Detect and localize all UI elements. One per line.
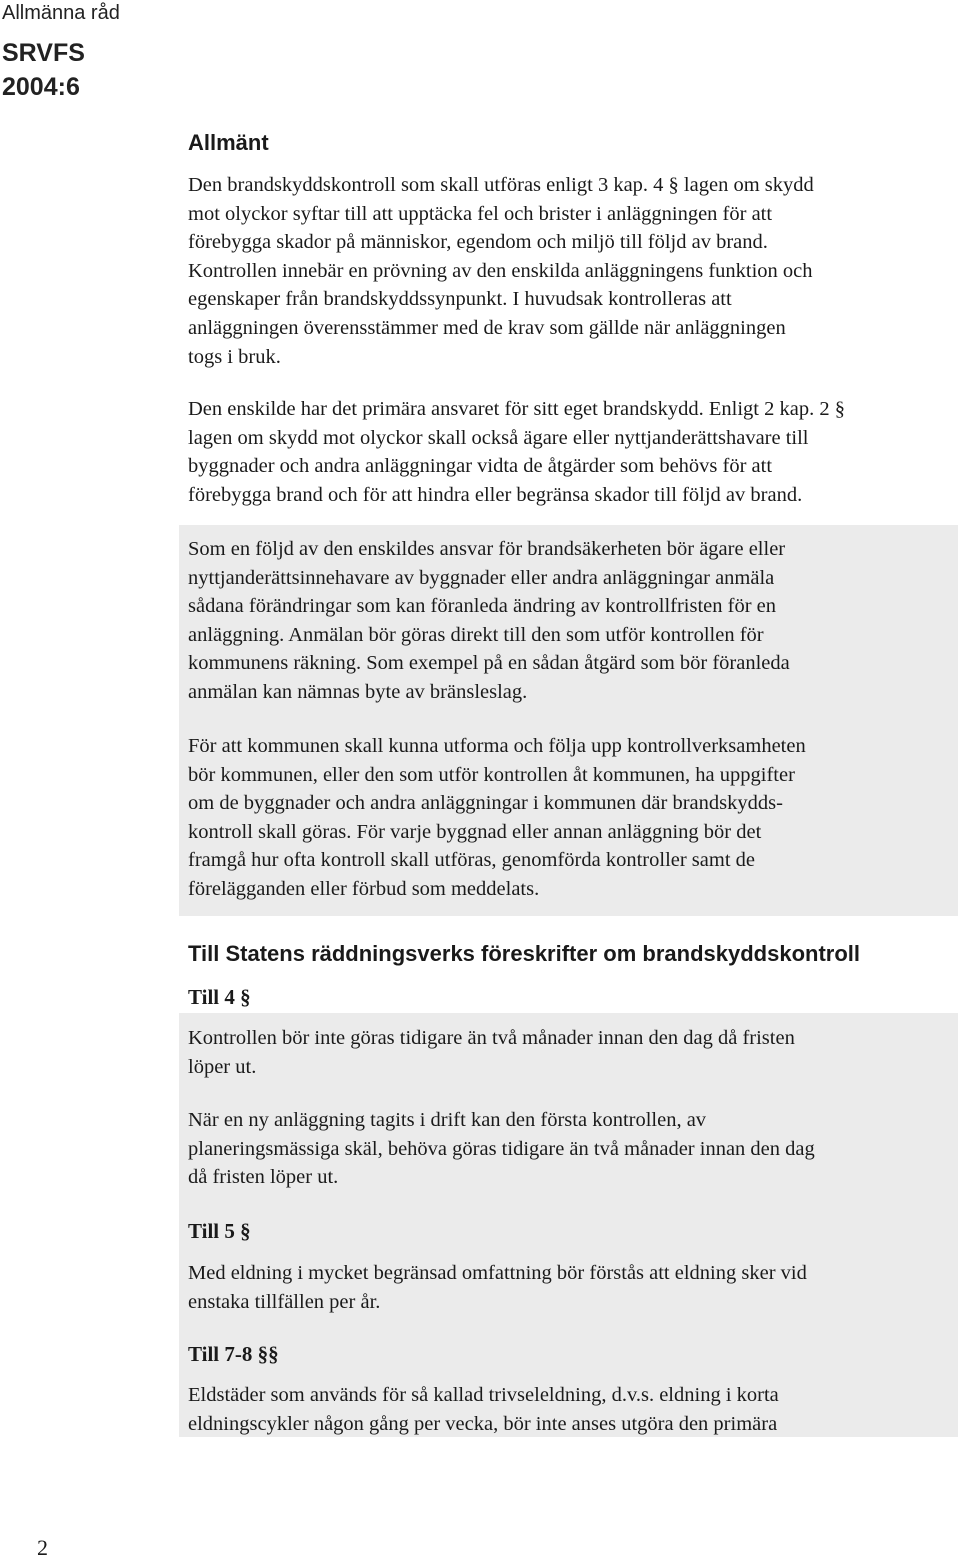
text-line: planeringsmässiga skäl, behöva göras tidigare än två månader innan den dag: [188, 1137, 815, 1160]
text-line: eldningscykler någon gång per vecka, bör inte anses utgöra den primära: [188, 1412, 778, 1435]
text-line: Som en följd av den enskildes ansvar för brandsäkerheten bör ägare eller: [188, 538, 786, 560]
text-line: lagen om skydd mot olyckor skall också ägare eller nyttjanderättshavare till: [188, 426, 809, 449]
text-line: kontroll skall göras. För varje byggnad eller annan anläggning bör det: [188, 820, 762, 843]
advice-paragraph-1: [188, 535, 958, 707]
text-line: Eldstäder som används för så kallad trivseleldning, d.v.s. eldning i korta: [188, 1384, 779, 1406]
text-line: Den enskilde har det primära ansvaret för sitt eget brandskydd. Enligt 2 kap. 2 §: [188, 398, 845, 420]
text-line: För att kommunen skall kunna utforma och följa upp kontrollverksamheten: [188, 735, 806, 757]
subheading-till-4: Till 4 §: [188, 985, 251, 1009]
document-code-line1: SRVFS: [2, 39, 85, 67]
text-line: förebygga brand och för att hindra eller begränsa skador till följd av brand.: [188, 483, 803, 506]
text-line: togs i bruk.: [188, 345, 281, 368]
text-line: då fristen löper ut.: [188, 1166, 339, 1189]
general-paragraph-2: [188, 395, 958, 509]
till4-paragraph-2: [188, 1106, 958, 1192]
text-line: om de byggnader och andra anläggningar i kommunen där brandskydds-: [188, 792, 783, 815]
subheading-till-7-8: Till 7-8 §§: [188, 1342, 279, 1366]
till78-paragraph-1: [188, 1381, 958, 1438]
text-line: egenskaper från brandskyddssynpunkt. I huvudsak kontrolleras att: [188, 288, 732, 311]
text-line: anläggningen överensstämmer med de krav som gällde när anläggningen: [188, 316, 786, 339]
advice-paragraph-2: [188, 732, 958, 904]
till4-paragraph-1: [188, 1024, 958, 1081]
text-line: enstaka tillfällen per år.: [188, 1290, 381, 1313]
section-heading-regulations: Till Statens räddningsverks föreskrifter om brandskyddskontroll: [188, 941, 860, 966]
document-code-line2: 2004:6: [2, 73, 80, 101]
text-line: framgå hur ofta kontroll skall utföras, genomförda kontroller samt de: [188, 849, 756, 872]
text-line: kommunens räkning. Som exempel på en sådan åtgärd som bör föranleda: [188, 652, 790, 675]
text-line: mot olyckor syftar till att upptäcka fel och brister i anläggningen för att: [188, 202, 773, 225]
section-heading-general: Allmänt: [188, 130, 269, 155]
text-line: anmälan kan nämnas byte av bränsleslag.: [188, 680, 528, 703]
document-series-label: Allmänna råd: [2, 2, 120, 24]
text-line: nyttjanderättsinnehavare av byggnader eller andra anläggningar anmäla: [188, 566, 775, 589]
general-paragraph-1: [188, 171, 958, 371]
text-line: Med eldning i mycket begränsad omfattning bör förstås att eldning sker vid: [188, 1262, 807, 1284]
text-line: bör kommunen, eller den som utför kontrollen åt kommunen, ha uppgifter: [188, 763, 795, 786]
text-line: förelägganden eller förbud som meddelats.: [188, 877, 540, 900]
text-line: anläggning. Anmälan bör göras direkt till den som utför kontrollen för: [188, 623, 764, 646]
document-code: [2, 36, 85, 104]
text-line: sådana förändringar som kan föranleda ändring av kontrollfristen för en: [188, 595, 777, 618]
text-line: Kontrollen bör inte göras tidigare än två månader innan den dag då fristen: [188, 1027, 795, 1049]
subheading-till-5: Till 5 §: [188, 1219, 251, 1243]
text-line: Den brandskyddskontroll som skall utföras enligt 3 kap. 4 § lagen om skydd: [188, 174, 814, 196]
text-line: När en ny anläggning tagits i drift kan den första kontrollen, av: [188, 1109, 707, 1131]
text-line: Kontrollen innebär en prövning av den enskilda anläggningens funktion och: [188, 259, 813, 282]
text-line: löper ut.: [188, 1055, 257, 1078]
page-number: 2: [37, 1535, 48, 1560]
till5-paragraph-1: [188, 1259, 958, 1316]
text-line: byggnader och andra anläggningar vidta de åtgärder som behövs för att: [188, 455, 773, 478]
text-line: förebygga skador på människor, egendom och miljö till följd av brand.: [188, 231, 768, 254]
